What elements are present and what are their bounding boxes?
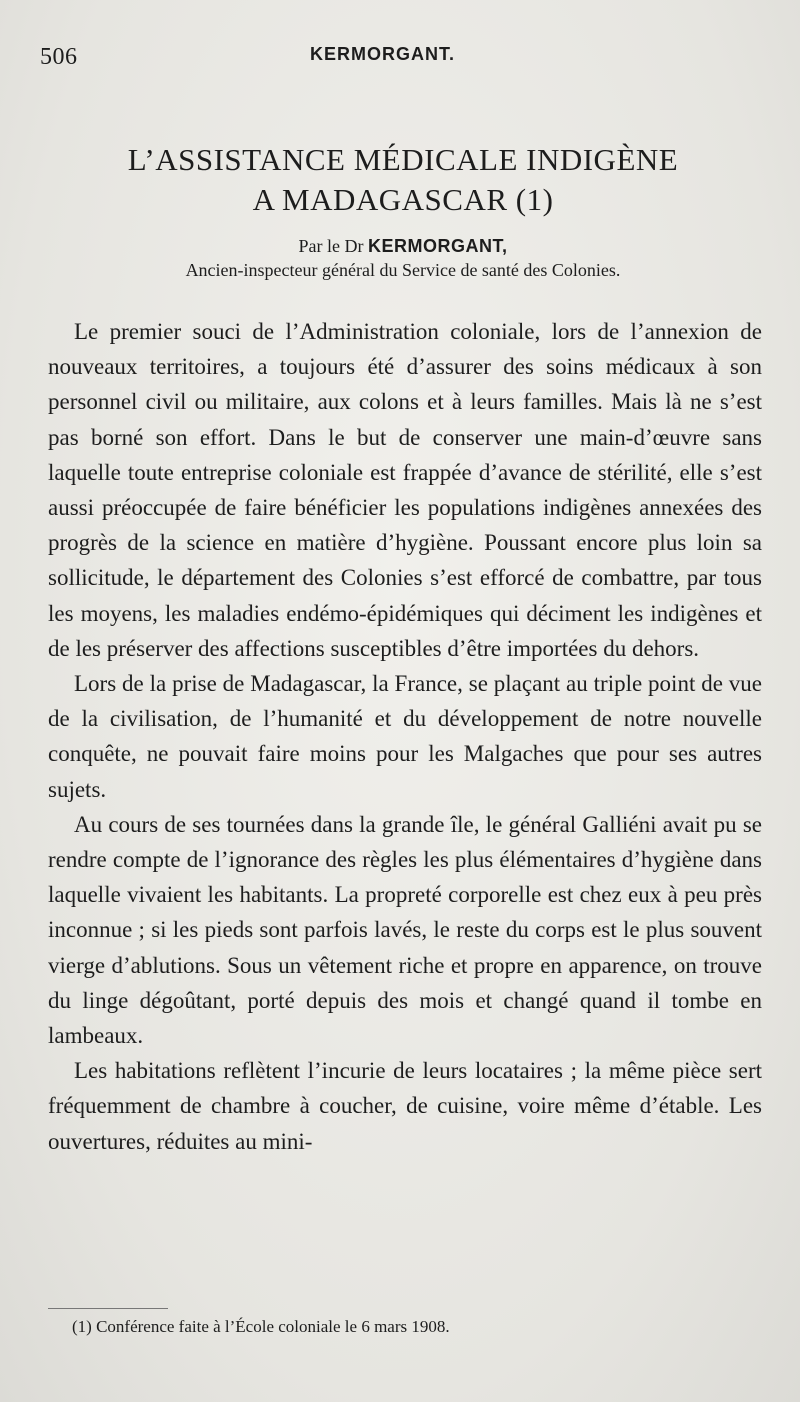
footnote-rule: [48, 1308, 168, 1309]
paragraph: Au cours de ses tournées dans la grande île, le général Galliéni avait pu se rendre compte de l’ignorance des règles les plus élémentaires d’hygiène dans laquelle vivaient les habitants. La propreté corporelle est chez eux à peu près inconnue ; si les pieds sont parfois lavés, le reste du corps est le plus souvent vierge d’ablutions. Sous un vêtement riche et propre en apparence, on trouve du linge dégoûtant, porté depuis des mois et changé quand il tombe en lambeaux.: [48, 811, 762, 1049]
page-number: 506: [40, 44, 78, 70]
paragraph: Les habitations reflètent l’incurie de leurs locataires ; la même pièce sert fréquemment de chambre à coucher, de cuisine, voire même d’étable. Les ouvertures, réduites au mini-: [48, 1058, 762, 1154]
author-affiliation: Ancien-inspecteur général du Service de santé des Colonies.: [185, 260, 621, 280]
article-body: [48, 314, 762, 1159]
page-header: [40, 36, 760, 76]
title-line-1: L’ASSISTANCE MÉDICALE INDIGÈNE: [127, 142, 679, 177]
author-name: KERMORGANT,: [367, 236, 508, 256]
paragraph: Le premier souci de l’Administration coloniale, lors de l’annexion de nouveaux territoires, a toujours été d’assurer des soins médicaux à son personnel civil ou militaire, aux colons et à leurs familles. Mais là ne s’est pas borné son effort. Dans le but de conserver une main-d’œuvre sans laquelle toute entreprise coloniale est frappée d’avance de stérilité, elle s’est aussi préoccupée de faire bénéficier les populations indigènes annexées des progrès de la science en matière d’hygiène. Poussant encore plus loin sa sollicitude, le département des Colonies s’est efforcé de combattre, par tous les moyens, les maladies endémo-épidémiques qui déciment les indigènes et de les préserver des affections susceptibles d’être importées du dehors.: [48, 319, 762, 661]
paragraph: Lors de la prise de Madagascar, la France, se plaçant au triple point de vue de la civilisation, de l’humanité et du développement de notre nouvelle conquête, ne pouvait faire moins pour les Malgaches que pour ses autres sujets.: [48, 671, 762, 802]
footnote: (1) Conférence faite à l’École coloniale le 6 mars 1908.: [72, 1317, 450, 1336]
author-line: [48, 234, 758, 258]
title-line-2: A MADAGASCAR (1): [252, 182, 554, 217]
byline: [48, 234, 758, 282]
running-head: KERMORGANT.: [310, 44, 455, 64]
author-prefix: Par le Dr: [298, 236, 368, 256]
article-title: [48, 140, 758, 220]
